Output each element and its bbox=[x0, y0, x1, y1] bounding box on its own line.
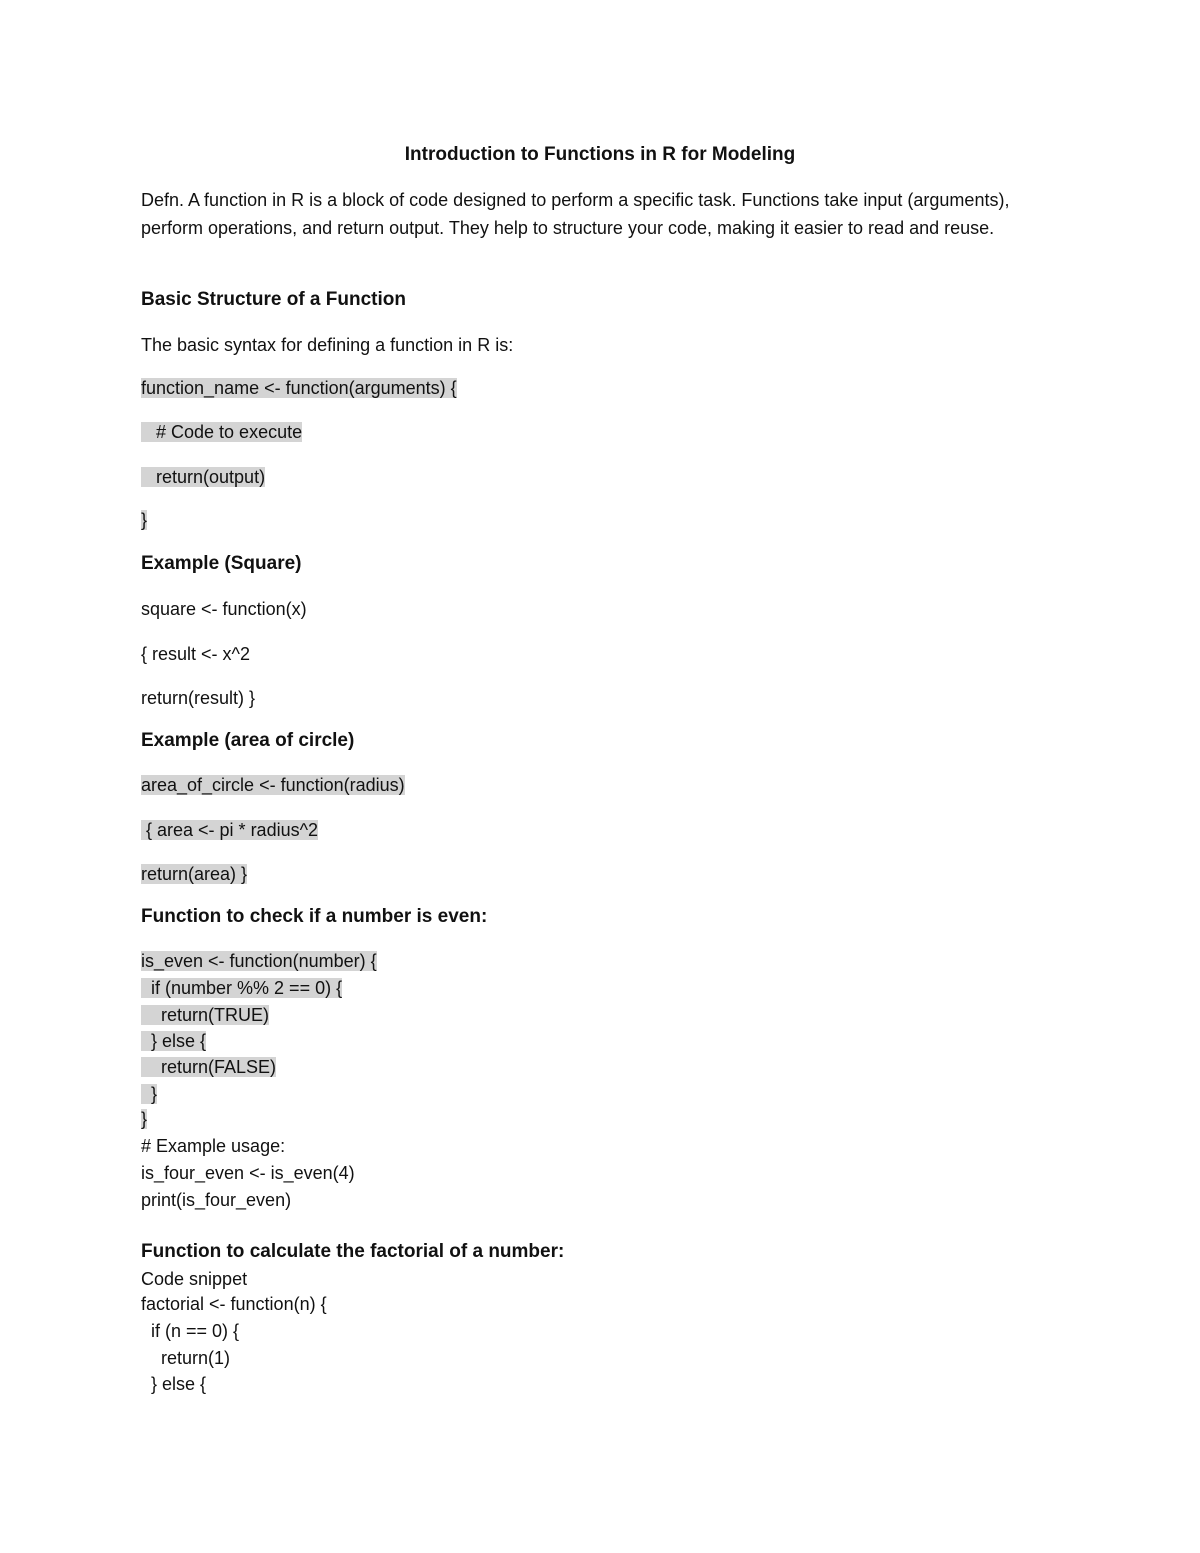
code-line: is_four_even <- is_even(4) bbox=[141, 1163, 355, 1183]
code-line: factorial <- function(n) { bbox=[141, 1294, 327, 1314]
code-text: return(TRUE) bbox=[141, 1005, 270, 1025]
code-line bbox=[141, 1028, 206, 1054]
code-text: function_name <- function(arguments) { bbox=[141, 378, 457, 398]
code-line bbox=[141, 861, 247, 887]
code-line bbox=[141, 817, 318, 843]
code-text: return(output) bbox=[141, 467, 266, 487]
section-heading-circle: Example (area of circle) bbox=[141, 730, 355, 751]
code-line bbox=[141, 1106, 147, 1132]
code-line: print(is_four_even) bbox=[141, 1190, 292, 1210]
code-line bbox=[141, 975, 342, 1001]
code-text: # Code to execute bbox=[141, 422, 303, 442]
document-title: Introduction to Functions in R for Modeling bbox=[404, 144, 796, 165]
section-heading-even: Function to check if a number is even: bbox=[141, 906, 488, 927]
code-line: Code snippet bbox=[141, 1269, 248, 1289]
code-line bbox=[141, 464, 265, 490]
code-text: if (number %% 2 == 0) { bbox=[141, 978, 343, 998]
basic-structure-text: The basic syntax for defining a function in R is: bbox=[141, 335, 514, 355]
code-line: # Example usage: bbox=[141, 1136, 286, 1156]
code-line: } else { bbox=[141, 1374, 207, 1394]
section-heading-square: Example (Square) bbox=[141, 553, 302, 574]
code-line: { result <- x^2 bbox=[141, 644, 250, 664]
code-line bbox=[141, 419, 302, 445]
code-line bbox=[141, 375, 457, 401]
code-text: return(FALSE) bbox=[141, 1057, 277, 1077]
code-text: is_even <- function(number) { bbox=[141, 951, 377, 971]
code-line: square <- function(x) bbox=[141, 599, 307, 619]
code-text: } else { bbox=[141, 1031, 207, 1051]
code-text: } bbox=[141, 1084, 158, 1104]
section-heading-basic-structure: Basic Structure of a Function bbox=[141, 289, 406, 310]
section-heading-factorial: Function to calculate the factorial of a number: bbox=[141, 1241, 565, 1262]
code-text: area_of_circle <- function(radius) bbox=[141, 775, 405, 795]
code-line: return(result) } bbox=[141, 688, 256, 708]
code-text: return(area) } bbox=[141, 864, 248, 884]
code-text: } bbox=[141, 510, 148, 530]
code-line bbox=[141, 772, 405, 798]
code-line bbox=[141, 948, 377, 974]
intro-paragraph: Defn. A function in R is a block of code designed to perform a specific task. Functions take input (arguments), perform operations, and return output. They help to structure your code, making it easier to read and reuse. bbox=[141, 190, 1010, 238]
code-line: if (n == 0) { bbox=[141, 1321, 240, 1341]
code-line bbox=[141, 1054, 276, 1080]
code-line bbox=[141, 1002, 269, 1028]
code-line bbox=[141, 507, 147, 533]
code-text: } bbox=[141, 1109, 148, 1129]
code-line bbox=[141, 1081, 157, 1107]
code-text: { area <- pi * radius^2 bbox=[141, 820, 319, 840]
code-line: return(1) bbox=[141, 1348, 231, 1368]
